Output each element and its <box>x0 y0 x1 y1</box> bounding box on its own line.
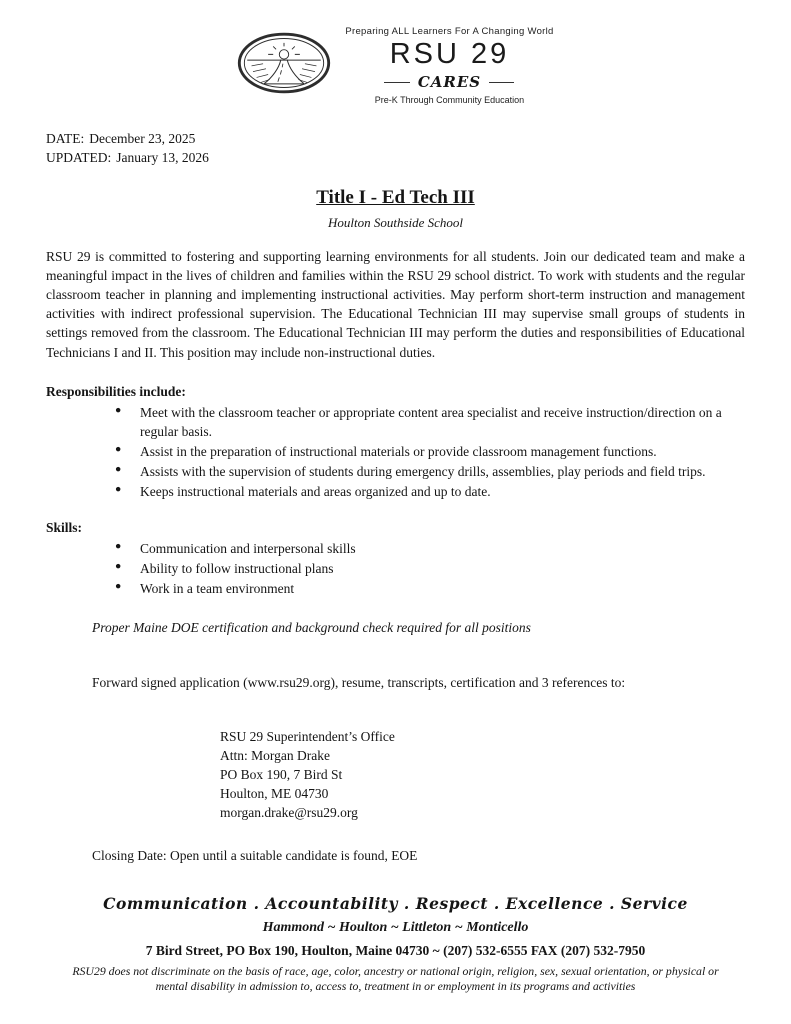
address-line: RSU 29 Superintendent’s Office <box>220 728 395 744</box>
list-item: ● Work in a team environment <box>140 579 735 598</box>
updated-value: January 13, 2026 <box>116 150 209 166</box>
skills-section <box>46 518 745 599</box>
motto-rule-left <box>384 82 409 83</box>
updated-line <box>46 148 745 167</box>
responsibilities-heading: Responsibilities include: <box>46 383 186 399</box>
skills-list <box>46 539 745 598</box>
school-subtitle: Houlton Southside School <box>327 215 464 231</box>
motto: CARES <box>417 72 482 91</box>
contact-email: morgan.drake@rsu29.org <box>220 805 358 821</box>
document-footer <box>46 893 745 994</box>
title-block <box>46 185 745 232</box>
list-item: ● Ability to follow instructional plans <box>140 559 735 578</box>
values-motto: Communication . Accountability . Respect . Excellence . Service <box>103 894 688 914</box>
date-block <box>46 129 745 167</box>
letterhead <box>46 25 745 107</box>
certification-note: Proper Maine DOE certification and background check required for all positions <box>92 620 531 636</box>
list-item: ● Meet with the classroom teacher or appropriate content area specialist and receive instruction/direction on a regular basis. <box>140 403 735 441</box>
date-label: DATE: <box>46 130 85 146</box>
sunrise-road-logo-icon <box>237 32 331 94</box>
district-towns: Hammond ~ Houlton ~ Littleton ~ Monticello <box>262 920 529 936</box>
motto-row <box>384 72 514 93</box>
nondiscrimination-statement: RSU29 does not discriminate on the basis of race, age, color, ancestry or national origin, religion, sex, sexual orientation, or physical or mental disability in admission to, access to, treatment in or employment in its programs and activities <box>72 963 719 993</box>
responsibilities-list <box>46 403 745 502</box>
motto-rule-right <box>489 82 514 83</box>
date-value: December 23, 2025 <box>89 130 196 146</box>
rsu29-logo <box>237 32 331 99</box>
address-line: Attn: Morgan Drake <box>220 747 330 763</box>
district-contact: 7 Bird Street, PO Box 190, Houlton, Maine 04730 ~ (207) 532-6555 FAX (207) 532-7950 <box>145 943 646 959</box>
list-item: ● Assists with the supervision of students during emergency drills, assemblies, play periods and field trips. <box>140 462 735 481</box>
closing-date: Closing Date: Open until a suitable candidate is found, EOE <box>92 848 418 864</box>
letterhead-text <box>345 25 553 107</box>
list-item: ● Keeps instructional materials and areas organized and up to date. <box>140 482 735 501</box>
address-line: PO Box 190, 7 Bird St <box>220 766 343 782</box>
tagline-top: Preparing ALL Learners For A Changing World <box>345 26 554 37</box>
application-instructions: Forward signed application (www.rsu29.org), resume, transcripts, certification and 3 references to: <box>92 675 626 691</box>
address-line: Houlton, ME 04730 <box>220 786 329 801</box>
updated-label: UPDATED: <box>46 150 112 166</box>
responsibilities-section <box>46 382 745 502</box>
skills-heading: Skills: <box>46 519 83 535</box>
page-title: Title I - Ed Tech III <box>316 187 475 209</box>
org-name: RSU 29 <box>389 38 510 71</box>
job-description: RSU 29 is committed to fostering and supporting learning environments for all students. Join our dedicated team and make a meaningful impact in the lives of children and families within the RSU 29 school district. To work with students and the regular classroom teacher in planning and implementing instructional activities. May perform short-term instruction and management activities with indirect professional supervision. The Educational Technician III may supervise small groups of students in settings removed from the classroom. The Educational Technician III may perform the duties and responsibilities of Educational Technicians I and II. This position may include non-instructional duties. <box>46 248 745 360</box>
list-item: ● Communication and interpersonal skills <box>140 539 735 558</box>
mailing-address <box>220 727 745 823</box>
date-line <box>46 129 745 148</box>
list-item: ● Assist in the preparation of instructional materials or provide classroom management functions. <box>140 442 735 461</box>
tagline-bottom: Pre-K Through Community Education <box>374 95 525 106</box>
